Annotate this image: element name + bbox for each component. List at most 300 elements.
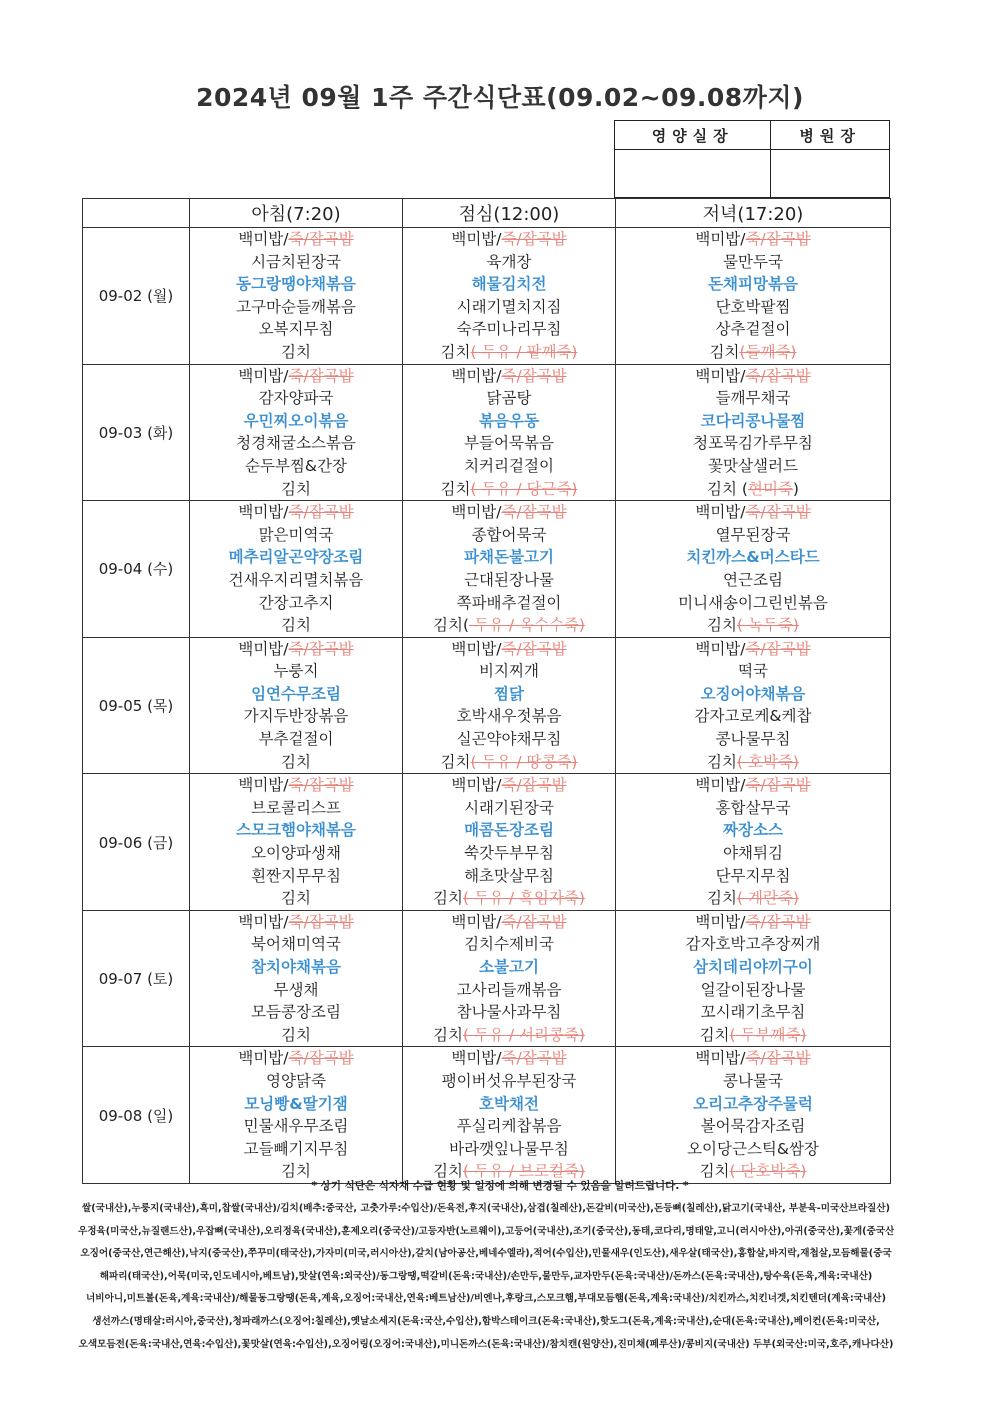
dish-text: 실곤약야채무침 [456,730,562,749]
menu-item [190,478,402,501]
menu-item [190,614,402,637]
menu-item [403,251,615,274]
dish-text: 백미밥/ [695,776,746,795]
dish-text: 콩나물국 [723,1071,783,1090]
menu-item [403,1001,615,1024]
dish-text: 김치 [281,889,311,908]
menu-item [190,501,402,524]
alt-option-text: 죽/잡곡밥 [288,912,354,931]
menu-item [616,1093,890,1116]
menu-item [403,660,615,683]
menu-item [616,592,890,615]
dish-text: 팽이버섯유부된장국 [441,1071,577,1090]
alt-option-text: ( 두유 / 흑임자죽) [463,889,585,908]
dish-text: 감자양파국 [258,389,334,408]
dish-text: 백미밥/ [695,639,746,658]
dish-text: 부들어묵볶음 [464,434,554,453]
dish-text: 백미밥/ [451,1049,502,1068]
menu-item [616,365,890,388]
dish-text: 무생채 [273,980,319,999]
menu-item [616,318,890,341]
menu-item [190,546,402,569]
dish-text: 고사리들깨볶음 [456,980,562,999]
dinner-cell [616,364,891,501]
day-row [83,364,891,501]
dish-text: 김치 [433,889,463,908]
alt-option-text: 죽/잡곡밥 [745,776,811,795]
alt-option-text: 죽/잡곡밥 [501,366,567,385]
menu-item [403,432,615,455]
dish-text: 백미밥/ [238,1049,289,1068]
menu-item [403,478,615,501]
breakfast-cell [190,1047,403,1184]
menu-item [190,341,402,364]
menu-item [403,296,615,319]
menu-item [616,501,890,524]
menu-item [403,638,615,661]
dish-text: 누룽지 [273,662,319,681]
menu-item [616,524,890,547]
dish-text: 북어채미역국 [251,935,341,954]
alt-option-text: 죽/잡곡밥 [288,503,354,522]
menu-item [403,318,615,341]
alt-option-text: 죽/잡곡밥 [501,776,567,795]
menu-item [403,911,615,934]
dish-text: 김치 [433,1025,463,1044]
menu-item [403,1138,615,1161]
alt-option-text: 죽/잡곡밥 [745,639,811,658]
menu-item [403,865,615,888]
main-dish-text: 치킨까스&머스타드 [686,548,820,567]
menu-item [403,614,615,637]
menu-item [616,296,890,319]
menu-item [190,933,402,956]
menu-item [403,751,615,774]
menu-item [190,228,402,251]
main-dish-text: 오리고추장주물럭 [693,1094,813,1113]
weekly-menu-table [82,198,891,1184]
menu-item [190,524,402,547]
dish-text: 가지두반장볶음 [243,707,349,726]
menu-item [403,956,615,979]
main-dish-text: 동그랑땡야채볶음 [236,275,356,294]
alt-option-text: 죽/잡곡밥 [501,230,567,248]
alt-option-text: ( 두유 / 팥깨죽) [470,342,578,361]
dish-text: 브로콜리스프 [251,798,341,817]
dish-text: 숙주미나리무침 [456,320,562,339]
menu-item [616,638,890,661]
lunch-cell [403,637,616,774]
dish-text: 영양닭죽 [266,1071,326,1090]
menu-item [616,228,890,251]
lunch-cell [403,364,616,501]
dish-text: 야채튀김 [723,844,783,863]
origin-line: 해파리(태국산),어묵(미국,인도네시아,베트남),맛살(연육:외국산)/동그랑땡,떡갈비(돈육:국내산)/손만두,물만두,교자만두(돈육:국내산)/돈까스(돈육:국내산),탕수육(돈육,계육:국내산) [99,1270,873,1282]
dish-text: 순두부찜&간장 [245,456,347,475]
dish-text: 비지찌개 [479,662,539,681]
header-breakfast: 아침(7:20) [190,199,403,228]
menu-item [190,660,402,683]
dish-text: 육개장 [486,252,532,271]
breakfast-cell [190,501,403,638]
menu-item [190,1047,402,1070]
menu-item [190,638,402,661]
menu-item [616,774,890,797]
alt-option-text: 죽/잡곡밥 [745,366,811,385]
menu-item [403,455,615,478]
origin-line: 오징어(중국산,연근해산),낙지(중국산),쭈꾸미(태국산),가자미(미국,러시아산),갈치(남아공산,베네수엘라),적어(수입산),민물새우(인도산),새우살(태국산),홍합살,바지락,재첩살,모듬해물(중국 [80,1248,892,1260]
page-title: 2024년 09월 1주 주간식단표(09.02~09.08까지) [196,83,804,112]
lunch-cell [403,1047,616,1184]
day-label: 09-05 (목) [83,637,190,774]
dish-text: 김치 [699,1025,730,1044]
main-dish-text: 해물김치전 [471,275,547,294]
day-label: 09-02 (월) [83,228,190,365]
dish-text: 백미밥/ [451,366,502,385]
dish-text: 백미밥/ [695,503,746,522]
menu-item [403,592,615,615]
dish-text: 김치 [440,479,471,498]
menu-item [616,683,890,706]
header-dinner: 저녁(17:20) [616,199,891,228]
menu-item [616,432,890,455]
day-row [83,228,891,365]
alt-option-text: 두유 / 옥수수죽) [469,616,585,635]
menu-item [190,683,402,706]
menu-item [403,887,615,910]
dish-text-suffix: ) [792,479,799,498]
dish-text: 김치수제비국 [464,935,554,954]
menu-item [403,387,615,410]
dish-text: 오이당근스틱&쌈장 [687,1139,819,1158]
menu-item [403,1115,615,1138]
dish-text: 시래기된장국 [464,798,554,817]
main-dish-text: 매콤돈장조림 [464,821,554,840]
menu-item [403,1093,615,1116]
dish-text: 푸실리케찹볶음 [456,1117,562,1136]
origin-line: 우정육(미국산,뉴질랜드산),우잡뼈(국내산),오리정육(국내산),훈제오리(중국산)/고등자반(노르웨이),고등어(국내산),조기(중국산),동태,코다리,명태알,고니(러시아산),아귀(중국산),꽃게(중국산 [78,1225,894,1237]
dish-text: 백미밥/ [695,366,746,385]
alt-option-text: 현미죽 [747,479,793,498]
menu-item [403,228,615,251]
menu-item [190,455,402,478]
menu-body [83,228,891,1184]
alt-option-text: 죽/잡곡밥 [745,912,811,931]
menu-item [616,1024,890,1047]
dish-text: 김치 [707,752,737,771]
menu-item [190,819,402,842]
menu-item [616,660,890,683]
lunch-cell [403,228,616,365]
menu-item [190,1138,402,1161]
menu-item [616,546,890,569]
dish-text: 백미밥/ [238,503,289,522]
menu-item [190,774,402,797]
menu-item [403,1070,615,1093]
dish-text: 꽃맛살샐러드 [708,456,798,475]
menu-item [616,341,890,364]
dish-text: 쑥갓두부무침 [464,844,554,863]
lunch-cell [403,774,616,911]
menu-item [190,797,402,820]
dish-text: 백미밥/ [695,912,746,931]
dish-text: 오이양파생채 [251,844,341,863]
dish-text: 간장고추지 [258,593,334,612]
alt-option-text: 죽/잡곡밥 [501,1049,567,1068]
dish-text: 김치 [281,752,311,771]
alt-option-text: ( 계란죽) [737,889,799,908]
alt-option-text: ( 녹두죽) [737,616,799,635]
menu-item [616,410,890,433]
dish-text: 미니새송이그린빈볶음 [678,593,828,612]
dinner-cell [616,501,891,638]
dish-text: 김치 [440,342,471,361]
alt-option-text: ( 두유 / 당근죽) [470,479,578,498]
breakfast-cell [190,774,403,911]
main-dish-text: 돈채피망볶음 [708,275,798,294]
menu-item [616,1047,890,1070]
approval-label-nutrition-chief: 영양실장 [615,121,771,150]
dish-text: 열무된장국 [715,525,791,544]
menu-item [616,979,890,1002]
lunch-cell [403,501,616,638]
dish-text: 참나물사과무침 [456,1003,562,1022]
dish-text: 얼갈이된장나물 [700,980,806,999]
dish-text: 감자호박고추장찌개 [685,935,821,954]
dish-text: 치커리겉절이 [464,456,554,475]
dish-text: 꼬시래기초무침 [700,1003,806,1022]
menu-item [403,933,615,956]
day-row [83,637,891,774]
alt-option-text: 죽/잡곡밥 [745,1049,811,1068]
dinner-cell [616,228,891,365]
dish-text: 백미밥/ [451,503,502,522]
menu-item [616,728,890,751]
breakfast-cell [190,364,403,501]
menu-item [616,478,890,501]
menu-item [403,524,615,547]
dish-text: 모듬콩장조림 [251,1003,341,1022]
dish-text: 건새우지리멸치볶음 [228,570,364,589]
day-label: 09-07 (토) [83,910,190,1047]
menu-item [403,501,615,524]
approval-sign-hospital-director [771,150,890,198]
menu-item [403,546,615,569]
dish-text: 해초맛살무침 [464,866,554,885]
day-row [83,1047,891,1184]
alt-option-text: 죽/잡곡밥 [288,230,354,248]
menu-item [190,1001,402,1024]
menu-item [190,865,402,888]
main-dish-text: 코다리콩나물찜 [700,411,806,430]
alt-option-text: ( 두부깨죽) [729,1025,807,1044]
menu-item [403,819,615,842]
origin-line: 너비아니,미트볼(돈육,계육:국내산)/해물동그랑땡(돈육,계육,오징어:국내산,연육:베트남산)/비엔나,후랑크,스모크햄,부대모듬햄(돈육,계육:국내산)/치킨까스,치킨너겟,치킨텐더(계육:국내산) [86,1293,886,1305]
dish-text: 고구마순들깨볶음 [236,297,356,316]
breakfast-cell [190,637,403,774]
menu-item [403,365,615,388]
menu-item [403,797,615,820]
day-label: 09-06 (금) [83,774,190,911]
menu-item [616,273,890,296]
alt-option-text: (들깨죽) [739,342,797,361]
main-dish-text: 오징어야채볶음 [700,684,806,703]
dish-text: 김치 [699,1162,730,1181]
menu-item [616,614,890,637]
dish-text: 김치 [281,342,311,361]
dish-text: 단무지무침 [715,866,791,885]
header-lunch: 점심(12:00) [403,199,616,228]
menu-item [616,797,890,820]
menu-item [190,365,402,388]
dish-text: 김치 [433,1162,463,1181]
breakfast-cell [190,228,403,365]
dish-text: 물만두국 [723,252,783,271]
menu-item [190,751,402,774]
dish-text: 김치 [440,752,471,771]
menu-item [190,705,402,728]
dish-text: 김치 [281,616,311,635]
dish-text: 연근조림 [723,570,783,589]
dish-text: 오복지무침 [258,320,334,339]
notice-text: * 상기 식단은 식자재 수급 현황 및 일정에 의해 변경될 수 있음을 알려드립니다. * [311,1180,689,1192]
origin-info [78,1198,894,1356]
menu-item [403,979,615,1002]
menu-item [403,705,615,728]
menu-item [190,979,402,1002]
alt-option-text: 죽/잡곡밥 [501,912,567,931]
dinner-cell [616,910,891,1047]
dish-text: 들깨무채국 [715,389,791,408]
dish-text: 고들빼기지무침 [243,1139,349,1158]
menu-item [403,1024,615,1047]
menu-item [616,887,890,910]
dish-text: 백미밥/ [238,230,289,248]
main-dish-text: 호박채전 [479,1094,539,1113]
main-dish-text: 삼치데리야끼구이 [693,958,813,976]
dish-text: 백미밥/ [238,912,289,931]
main-dish-text: 볶음우동 [479,411,539,430]
main-dish-text: 짜장소스 [723,821,783,840]
menu-item [616,956,890,979]
menu-item [190,842,402,865]
dish-text: 김치 [281,1162,311,1181]
dish-text: 호박새우젓볶음 [456,707,562,726]
alt-option-text: ( 단호박죽) [729,1162,807,1181]
alt-option-text: ( 두유 / 서리콩죽) [463,1025,585,1044]
dish-text: 볼어묵감자조림 [700,1117,806,1136]
menu-item [190,1115,402,1138]
dish-text: 시래기멸치지짐 [456,297,562,316]
dish-text: 김치 [709,342,740,361]
dish-text: 백미밥/ [238,776,289,795]
main-dish-text: 소불고기 [479,958,539,976]
menu-item [616,933,890,956]
day-label: 09-04 (수) [83,501,190,638]
dish-text: 부추겉절이 [258,730,334,749]
menu-item [403,341,615,364]
day-row [83,774,891,911]
menu-item [190,1024,402,1047]
menu-item [190,1070,402,1093]
dish-text: 백미밥/ [238,366,289,385]
dish-text: 김치 [707,889,737,908]
menu-item [190,387,402,410]
menu-item [403,728,615,751]
menu-item [616,1138,890,1161]
dish-text: 김치 [281,1025,311,1044]
day-label: 09-03 (화) [83,364,190,501]
menu-item [616,911,890,934]
menu-item [190,592,402,615]
menu-item [403,842,615,865]
menu-item [190,273,402,296]
dinner-cell [616,637,891,774]
dish-text: 백미밥/ [451,639,502,658]
dish-text: 백미밥/ [451,230,502,248]
dish-text: 단호박팥찜 [715,297,791,316]
main-dish-text: 모닝빵&딸기잼 [244,1094,348,1113]
alt-option-text: 죽/잡곡밥 [501,639,567,658]
dish-text: 백미밥/ [451,776,502,795]
menu-item [190,887,402,910]
menu-item [616,1070,890,1093]
menu-item [190,432,402,455]
main-dish-text: 우민찌오이볶음 [243,411,349,430]
menu-item [403,569,615,592]
dish-text: 맑은미역국 [258,525,334,544]
menu-item [616,705,890,728]
dish-text: 홍합살무국 [715,798,791,817]
dish-text: 백미밥/ [238,639,289,658]
menu-item [616,865,890,888]
approval-label-hospital-director: 병원장 [771,121,890,150]
menu-item [403,683,615,706]
alt-option-text: 죽/잡곡밥 [288,639,354,658]
dish-text: 김치 ( [707,479,748,498]
day-label: 09-08 (일) [83,1047,190,1184]
menu-item [403,1047,615,1070]
origin-line: 쌀(국내산),누룽지(국내산),흑미,찹쌀(국내산)/김치(배추:중국산, 고춧가루:수입산)/돈육전,후지(국내산),삼겹(칠레산),돈갈비(미국산),돈등뼈(칠레산),닭고기(국내산, 부분육-미국산브라질산) [82,1203,890,1214]
alt-option-text: 죽/잡곡밥 [288,776,354,795]
dish-text: 닭곰탕 [486,389,532,408]
dish-text: 쪽파배추겉절이 [456,593,562,612]
dish-text: 김치 [707,616,737,635]
menu-item [616,251,890,274]
alt-option-text: 죽/잡곡밥 [745,230,811,248]
header-corner [83,199,190,228]
dish-text: 종합어묵국 [471,525,547,544]
approval-sign-nutrition-chief [615,150,771,198]
alt-option-text: ( 두유 / 브로컬죽) [463,1162,585,1181]
breakfast-cell [190,910,403,1047]
dish-text: 근대된장나물 [464,570,554,589]
menu-item [616,751,890,774]
alt-option-text: 죽/잡곡밥 [288,1049,354,1068]
dish-text: 김치 [281,479,311,498]
dish-text: 시금치된장국 [251,252,341,271]
origin-line: 오색모듬전(돈육:국내산,연육:수입산),꽃맛살(연육:수입산),오징어링(오징어:국내산),미니돈까스(돈육:국내산)/참치캔(원양산),진미채(페루산)/콩비지(국내산) 두부(외국산:미국,호주,캐나다산) [78,1338,894,1350]
alt-option-text: 죽/잡곡밥 [288,366,354,385]
day-row [83,910,891,1047]
dish-text: 감자고로케&케찹 [694,707,812,726]
menu-item [403,774,615,797]
menu-item [190,251,402,274]
dish-text: 백미밥/ [695,1049,746,1068]
dish-text: 청경채굴소스볶음 [236,434,356,453]
dinner-cell [616,1047,891,1184]
main-dish-text: 참치야채볶음 [251,958,341,976]
